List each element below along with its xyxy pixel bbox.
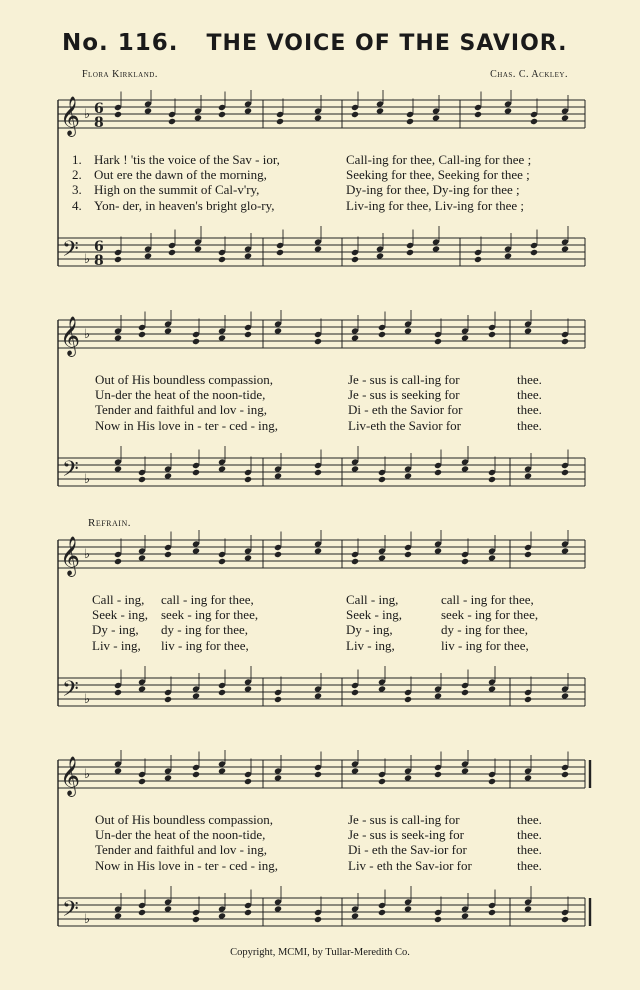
note-head [406,118,414,125]
hymn-header [62,30,592,56]
note-head [474,111,482,118]
credits [82,69,568,80]
bass-clef-icon: 𝄢 [62,897,79,927]
lyric-line: Un-der the heat of the noon-tide, Je - sus is seek-ing for thee. [95,827,542,843]
music-system-4 [0,750,640,940]
note-head [114,111,122,118]
note-head [351,912,359,919]
note-head [376,252,384,259]
note-head [164,472,172,479]
lyric-line: Seek - ing, seek - ing for thee, Seek - ing, seek - ing for thee, [92,607,539,623]
note-head [144,107,152,114]
note-head [434,469,442,476]
lyric-line: Out of His boundless compassion, Je - sus is call-ing for thee. [95,372,542,387]
note-head [314,245,322,252]
note-head [378,476,386,483]
treble-clef-icon: 𝄞 [60,96,81,136]
note-head [488,554,496,561]
note-head [461,912,469,919]
time-signature-top: 6 [94,101,104,117]
note-head [488,476,496,483]
lyric-line: Dy - ing, dy - ing for thee, Dy - ing, dy - ing for thee, [92,622,529,638]
note-head [138,778,146,785]
flat-icon: ♭ [84,767,91,782]
note-head [488,685,496,692]
note-head [432,114,440,121]
note-head [461,558,469,565]
note-head [351,256,359,263]
refrain-label: Refrain. [88,517,131,529]
note-head [351,465,359,472]
note-head [114,558,122,565]
time-signature-bottom: 8 [94,115,104,131]
note-head [218,256,226,263]
note-head [168,118,176,125]
note-head [434,338,442,345]
note-head [404,696,412,703]
note-head [314,469,322,476]
lyric-line: 1. Hark ! 'tis the voice of the Sav - ior, Call-ing for thee, Call-ing for thee ; [72,152,532,167]
note-head [378,778,386,785]
note-head [274,774,282,781]
flat-icon: ♭ [84,547,91,562]
note-head [218,558,226,565]
verse-block-4 [95,812,542,873]
lyric-line: 4. Yon- der, in heaven's bright glo-ry, Liv-ing for thee, Liv-ing for thee ; [72,197,524,213]
note-head [432,245,440,252]
note-head [218,912,226,919]
lyric-line: Un-der the heat of the noon-tide, Je - sus is seeking for thee. [95,387,542,403]
note-head [351,689,359,696]
note-head [561,338,569,345]
note-head [114,334,122,341]
note-head [530,249,538,256]
note-head [194,114,202,121]
note-head [274,327,282,334]
note-head [192,916,200,923]
note-head [114,912,122,919]
note-head [274,905,282,912]
note-head [524,551,532,558]
lyric-line: Tender and faithful and lov - ing, Di - eth the Sav-ior for thee. [95,842,542,858]
note-head [164,905,172,912]
note-head [192,771,200,778]
music-system-2 [0,310,640,495]
note-head [244,331,252,338]
note-head [218,111,226,118]
lyric-line: Now in His love in - ter - ced - ing, Liv - eth the Sav-ior for thee. [95,857,542,873]
note-head [192,338,200,345]
note-head [378,909,386,916]
note-head [192,469,200,476]
note-head [434,916,442,923]
note-head [378,331,386,338]
note-head [218,334,226,341]
bass-clef-icon: 𝄢 [62,457,79,487]
note-head [404,327,412,334]
note-head [314,692,322,699]
note-head [404,472,412,479]
note-head [488,909,496,916]
note-head [314,771,322,778]
note-head [114,465,122,472]
note-head [314,916,322,923]
note-head [524,327,532,334]
lyric-line: Liv - ing, liv - ing for thee, Liv - ing, liv - ing for thee, [92,637,529,653]
note-head [218,767,226,774]
flat-icon: ♭ [84,912,91,927]
note-head [561,245,569,252]
note-head [530,118,538,125]
note-head [138,909,146,916]
note-head [276,249,284,256]
bass-clef-icon: 𝄢 [62,677,79,707]
note-head [561,469,569,476]
note-head [351,558,359,565]
note-head [524,472,532,479]
time-signature-top: 6 [94,239,104,255]
lyric-line: 3. High on the summit of Cal-v'ry, Dy-ing for thee, Dy-ing for thee ; [72,182,520,198]
lyric-line: Tender and faithful and lov - ing, Di - eth the Savior for thee. [95,402,542,418]
hymn-title: THE VOICE OF THE SAVIOR. [206,31,568,56]
note-head [504,252,512,259]
note-head [138,476,146,483]
note-head [138,685,146,692]
treble-clef-icon: 𝄞 [60,536,81,576]
note-head [524,696,532,703]
note-head [274,472,282,479]
note-head [404,551,412,558]
note-head [561,547,569,554]
hymn-number: No. 116. [62,30,179,56]
treble-clef-icon: 𝄞 [60,756,81,796]
note-head [404,905,412,912]
note-head [461,689,469,696]
note-head [168,249,176,256]
note-head [524,905,532,912]
note-head [244,252,252,259]
note-head [561,771,569,778]
note-head [218,689,226,696]
note-head [488,778,496,785]
note-head [114,256,122,263]
flat-icon: ♭ [84,252,91,267]
note-head [274,696,282,703]
note-head [164,327,172,334]
note-head [524,774,532,781]
note-head [244,685,252,692]
verse-block-1 [72,152,531,213]
note-head [474,256,482,263]
note-head [218,465,226,472]
note-head [314,547,322,554]
note-head [164,551,172,558]
note-head [244,476,252,483]
note-head [114,689,122,696]
note-head [561,692,569,699]
music-system-1 [0,90,640,280]
note-head [192,692,200,699]
bass-clef-icon: 𝄢 [62,237,79,267]
lyric-line: Call - ing, call - ing for thee, Call - ing, call - ing for thee, [92,592,534,607]
note-head [192,547,200,554]
note-head [244,554,252,561]
verse-block-2 [95,372,542,433]
note-head [244,778,252,785]
flat-icon: ♭ [84,327,91,342]
note-head [314,114,322,121]
lyric-line: 2. Out ere the dawn of the morning, Seeking for thee, Seeking for thee ; [72,167,530,183]
note-head [404,774,412,781]
note-head [351,111,359,118]
note-head [138,554,146,561]
copyright: Copyright, MCMI, by Tullar-Meredith Co. [230,947,410,958]
note-head [164,774,172,781]
note-head [351,767,359,774]
note-head [351,334,359,341]
note-head [461,334,469,341]
composer: Chas. C. Ackley. [490,69,568,80]
time-signature-bottom: 8 [94,253,104,269]
note-head [144,252,152,259]
note-head [504,107,512,114]
flat-icon: ♭ [84,472,91,487]
note-head [314,338,322,345]
note-head [274,551,282,558]
note-head [434,771,442,778]
note-head [561,916,569,923]
note-head [376,107,384,114]
lyric-line: Out of His boundless compassion, Je - sus is call-ing for thee. [95,812,542,827]
flat-icon: ♭ [84,107,91,122]
note-head [244,107,252,114]
treble-clef-icon: 𝄞 [60,316,81,356]
note-head [461,465,469,472]
note-head [488,331,496,338]
note-head [434,692,442,699]
lyric-line: Now in His love in - ter - ced - ing, Liv-eth the Savior for thee. [95,417,542,433]
refrain-lyrics [92,592,538,653]
note-head [406,249,414,256]
note-head [164,696,172,703]
music-system-3 [0,530,640,715]
lyricist: Flora Kirkland. [82,69,158,80]
flat-icon: ♭ [84,692,91,707]
note-head [378,554,386,561]
note-head [378,685,386,692]
note-head [114,767,122,774]
note-head [138,331,146,338]
note-head [194,245,202,252]
note-head [461,767,469,774]
note-head [276,118,284,125]
note-head [434,547,442,554]
note-head [561,114,569,121]
note-head [244,909,252,916]
